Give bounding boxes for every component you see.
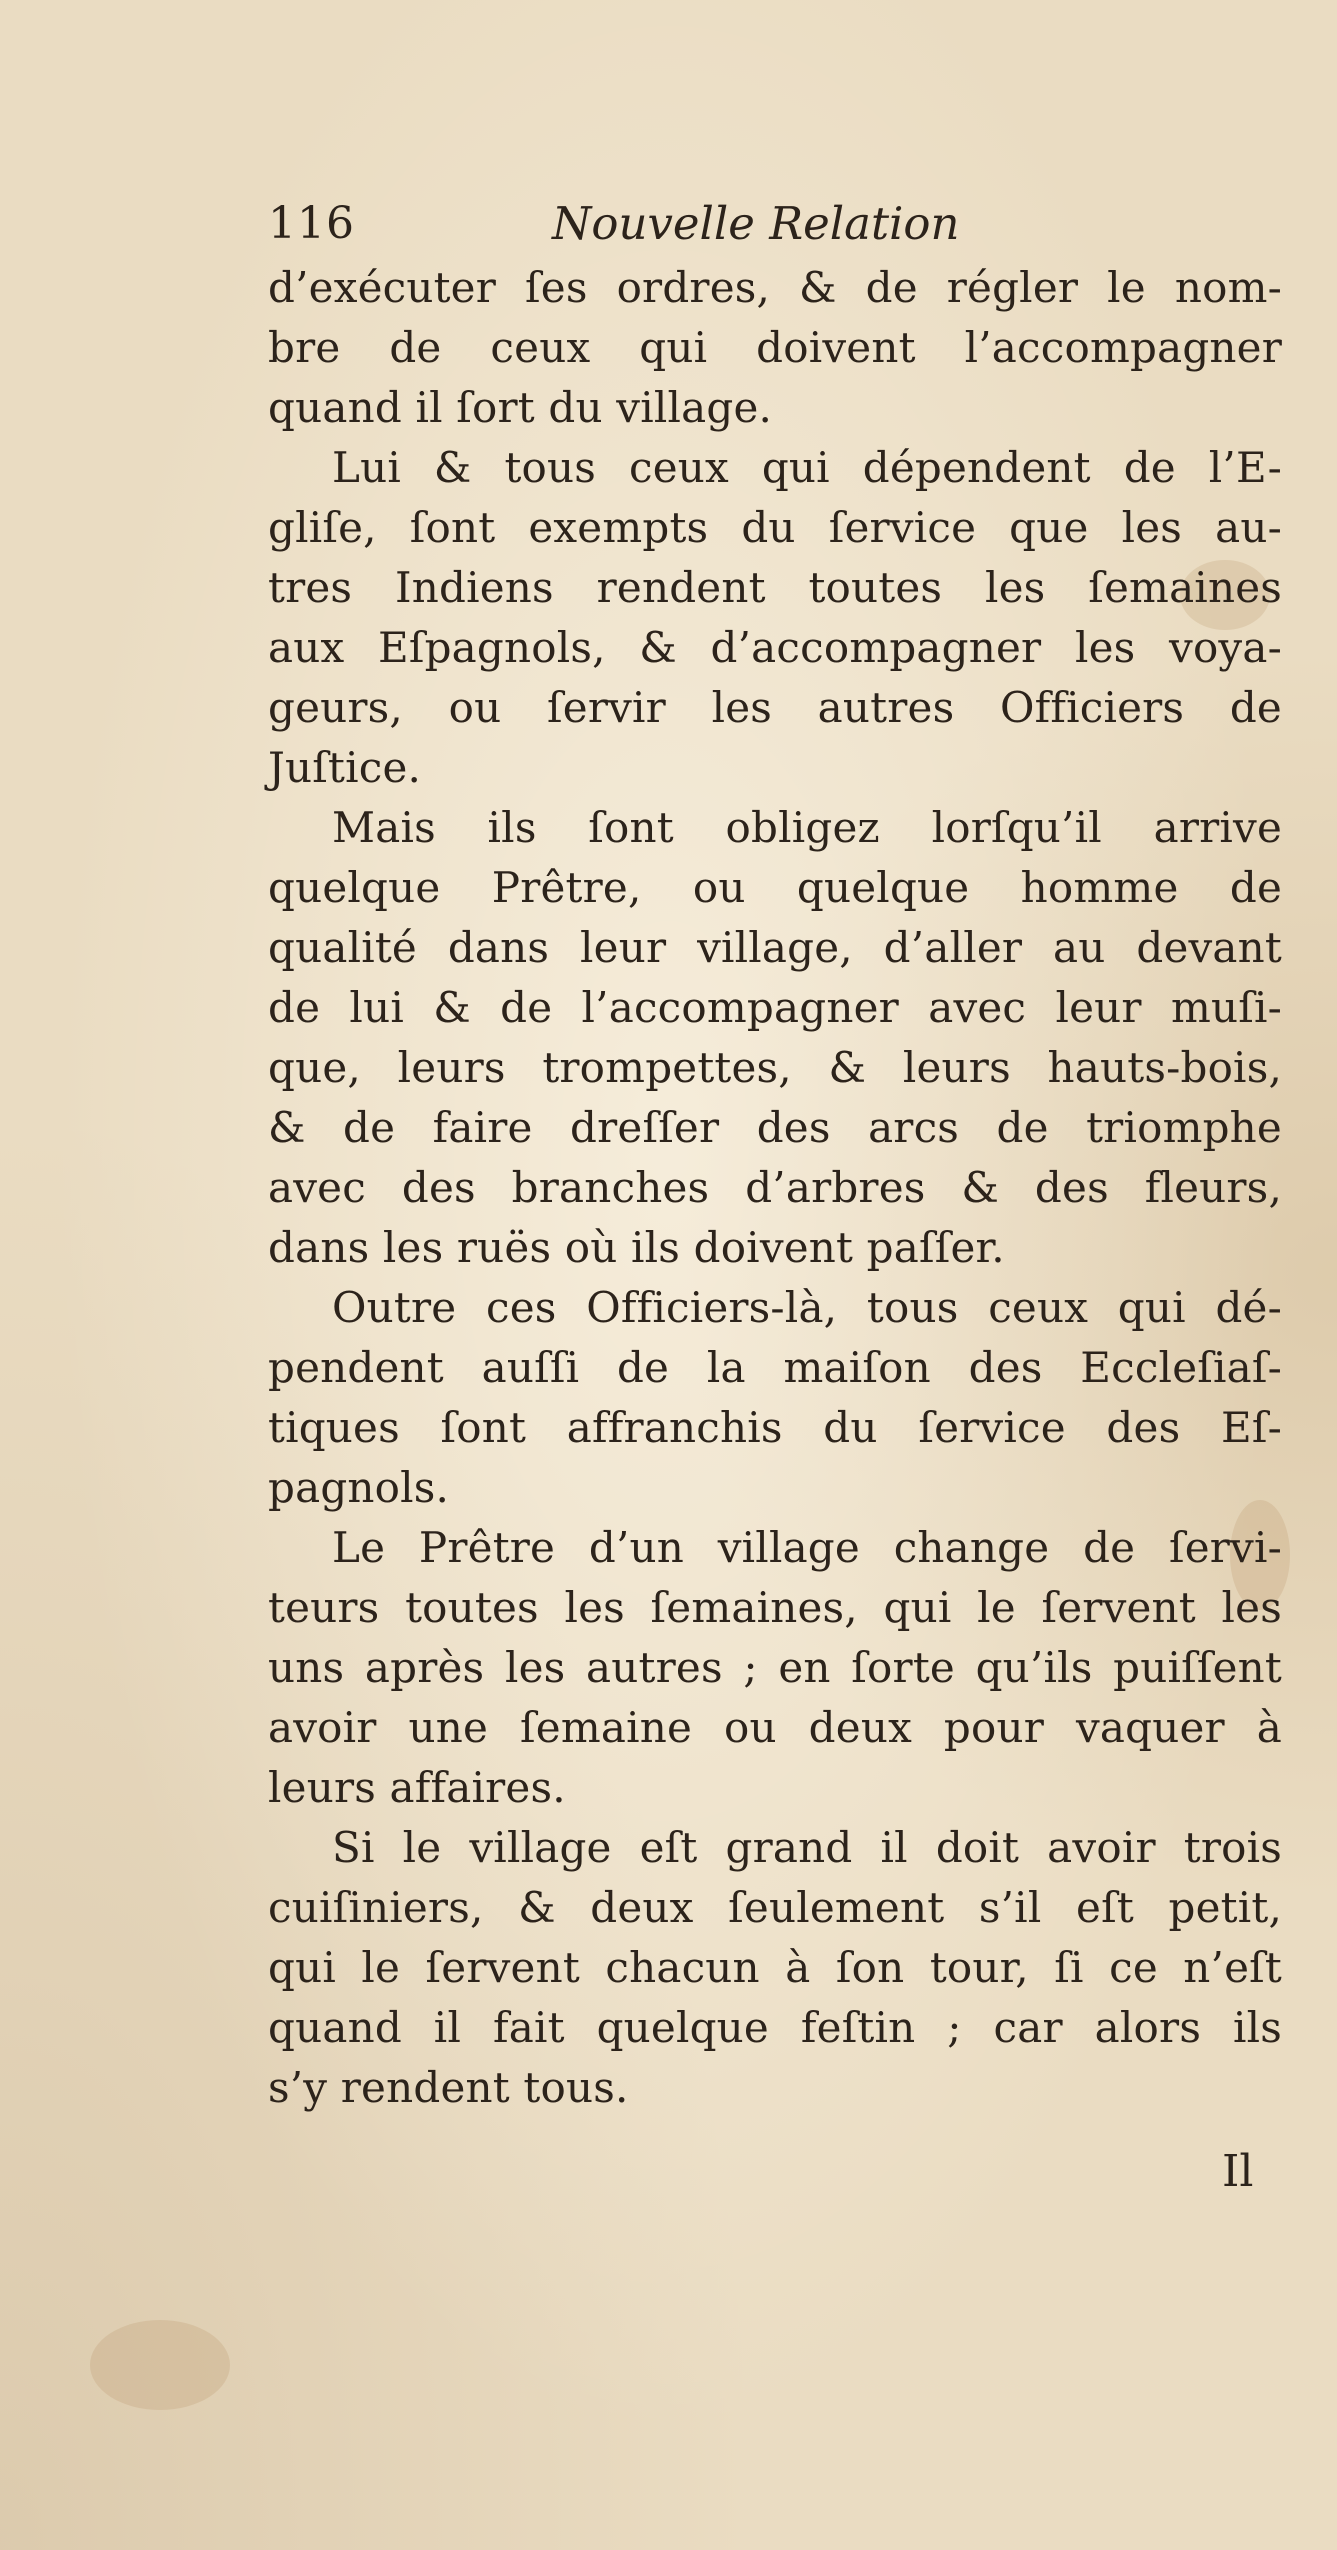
text-line: que, leurs trompettes, & leurs hauts-bois,: [268, 1043, 1282, 1092]
text-line: Lui & tous ceux qui dépendent de l’E-: [332, 443, 1282, 492]
text-line: & de faire dreſſer des arcs de triomphe: [268, 1103, 1282, 1152]
text-line: tres Indiens rendent toutes les ſemaines: [268, 563, 1282, 612]
running-header: [268, 192, 1048, 256]
text-line: aux Eſpagnols, & d’accompagner les voya-: [268, 623, 1282, 672]
text-line: avec des branches d’arbres & des fleurs,: [268, 1163, 1282, 1212]
text-line: quelque Prêtre, ou quelque homme de: [268, 863, 1282, 912]
body-text: [268, 258, 1282, 2118]
text-line: pendent auſſi de la maiſon des Eccleſiaſ-: [268, 1343, 1282, 1392]
text-line: bre de ceux qui doivent l’accompagner: [268, 323, 1282, 372]
text-line: cuiſiniers, & deux ſeulement s’il eſt petit,: [268, 1883, 1282, 1932]
text-line: pagnols.: [268, 1463, 450, 1512]
text-line: quand il ſort du village.: [268, 383, 773, 432]
text-line: Le Prêtre d’un village change de ſervi-: [332, 1523, 1282, 1572]
text-line: qualité dans leur village, d’aller au devant: [268, 923, 1282, 972]
text-line: tiques ſont affranchis du ſervice des Eſ-: [268, 1403, 1282, 1452]
text-line: geurs, ou ſervir les autres Officiers de: [268, 683, 1282, 732]
text-line: uns après les autres ; en ſorte qu’ils puiſſent: [268, 1643, 1282, 1692]
text-line: qui le ſervent chacun à ſon tour, ſi ce n’eſt: [268, 1943, 1282, 1992]
text-line: Mais ils ſont obligez lorſqu’il arrive: [332, 803, 1282, 852]
running-title: Nouvelle Relation: [552, 197, 960, 250]
paper-stain: [90, 2320, 230, 2410]
text-line: Si le village eſt grand il doit avoir trois: [332, 1823, 1282, 1872]
text-line: s’y rendent tous.: [268, 2063, 629, 2112]
catchword: Il: [1222, 2146, 1254, 2197]
text-line: de lui & de l’accompagner avec leur muſi-: [268, 983, 1282, 1032]
text-line: quand il fait quelque feſtin ; car alors ils: [268, 2003, 1282, 2052]
text-line: Outre ces Officiers-là, tous ceux qui dé-: [332, 1283, 1282, 1332]
text-line: Juſtice.: [268, 743, 422, 792]
text-line: d’exécuter ſes ordres, & de régler le nom-: [268, 263, 1282, 312]
text-line: leurs affaires.: [268, 1763, 566, 1812]
text-line: teurs toutes les ſemaines, qui le ſervent les: [268, 1583, 1282, 1632]
text-line: avoir une ſemaine ou deux pour vaquer à: [268, 1703, 1282, 1752]
text-line: gliſe, ſont exempts du ſervice que les au-: [268, 503, 1282, 552]
page-number: 116: [268, 198, 355, 249]
text-line: dans les ruës où ils doivent paſſer.: [268, 1223, 1005, 1272]
